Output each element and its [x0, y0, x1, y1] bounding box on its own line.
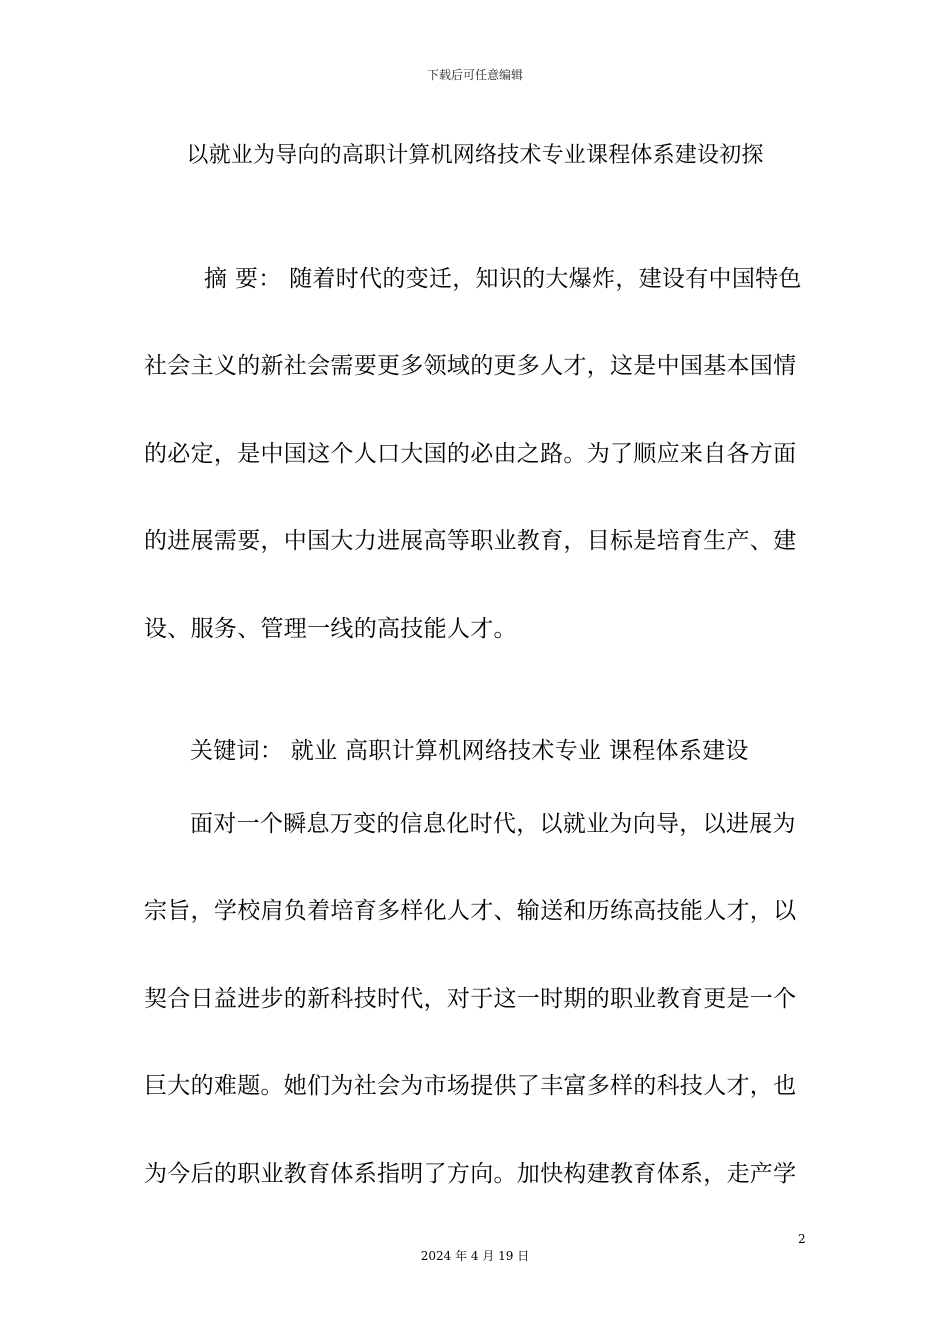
- header-note: 下载后可任意编辑: [426, 68, 523, 82]
- keywords-line: 关键词： 就业 高职计算机网络技术专业 课程体系建设: [190, 738, 749, 764]
- document-title: 以就业为导向的高职计算机网络技术专业课程体系建设初探: [186, 143, 764, 168]
- abstract-line-4: 的进展需要，中国大力进展高等职业教育，目标是培育生产、建: [144, 528, 797, 554]
- abstract-line-2: 社会主义的新社会需要更多领域的更多人才，这是中国基本国情: [144, 353, 797, 379]
- body-line-2: 宗旨，学校肩负着培育多样化人才、输送和历练高技能人才，以: [144, 898, 797, 924]
- footer-date: 2024 年 4 月 19 日: [420, 1249, 530, 1263]
- page-number: 2: [798, 1232, 806, 1246]
- body-line-4: 巨大的难题。她们为社会为市场提供了丰富多样的科技人才，也: [144, 1073, 797, 1099]
- body-line-5: 为今后的职业教育体系指明了方向。加快构建教育体系，走产学: [144, 1161, 797, 1187]
- abstract-line-5: 设、服务、管理一线的高技能人才。: [144, 616, 517, 642]
- body-line-1: 面对一个瞬息万变的信息化时代，以就业为向导，以进展为: [190, 811, 796, 837]
- abstract-line-1: 摘 要： 随着时代的变迁，知识的大爆炸，建设有中国特色: [204, 266, 802, 292]
- body-line-3: 契合日益进步的新科技时代，对于这一时期的职业教育更是一个: [144, 986, 797, 1012]
- abstract-line-3: 的必定，是中国这个人口大国的必由之路。为了顺应来自各方面: [144, 441, 797, 467]
